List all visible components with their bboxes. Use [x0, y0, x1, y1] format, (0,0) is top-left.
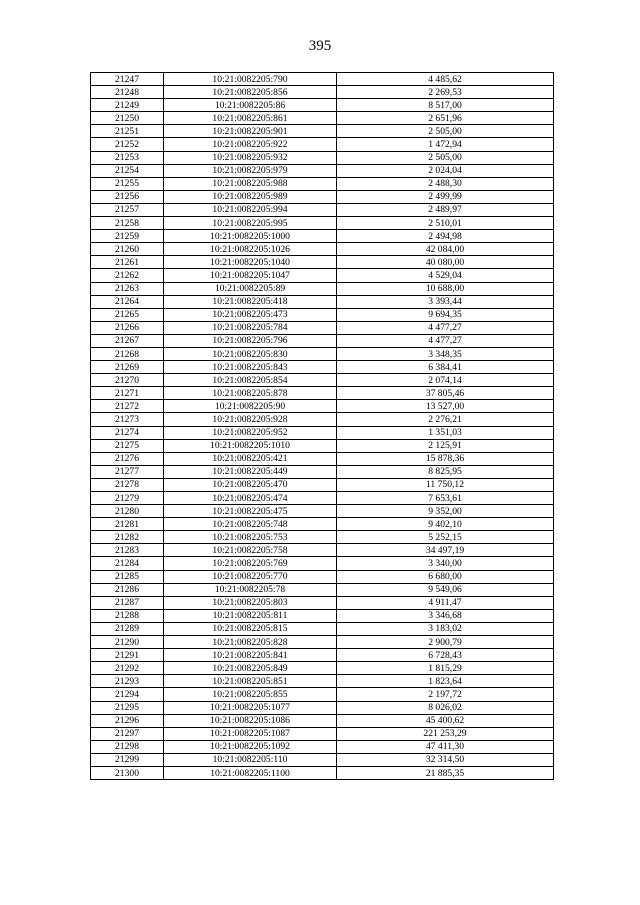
amount-cell: 4 529,04	[337, 269, 554, 282]
amount-cell: 1 815,29	[337, 662, 554, 675]
amount-cell: 3 183,02	[337, 622, 554, 635]
row-number-cell: 21290	[91, 636, 164, 649]
table-row	[91, 73, 554, 86]
amount-cell: 8 026,02	[337, 701, 554, 714]
amount-cell: 2 488,30	[337, 177, 554, 190]
table-row	[91, 714, 554, 727]
table-row	[91, 701, 554, 714]
cadastral-number-cell: 10:21:0082205:470	[164, 478, 337, 491]
cadastral-number-cell: 10:21:0082205:78	[164, 583, 337, 596]
cadastral-number-cell: 10:21:0082205:828	[164, 636, 337, 649]
cadastral-number-cell: 10:21:0082205:989	[164, 190, 337, 203]
amount-cell: 32 314,50	[337, 753, 554, 766]
amount-cell: 9 694,35	[337, 308, 554, 321]
cadastral-number-cell: 10:21:0082205:86	[164, 99, 337, 112]
table-row	[91, 321, 554, 334]
table-row	[91, 190, 554, 203]
table-row	[91, 243, 554, 256]
cadastral-number-cell: 10:21:0082205:1092	[164, 740, 337, 753]
row-number-cell: 21275	[91, 439, 164, 452]
cadastral-number-cell: 10:21:0082205:841	[164, 649, 337, 662]
row-number-cell: 21270	[91, 374, 164, 387]
cadastral-number-cell: 10:21:0082205:855	[164, 688, 337, 701]
table-row	[91, 439, 554, 452]
table-row	[91, 334, 554, 347]
row-number-cell: 21276	[91, 452, 164, 465]
table-row	[91, 544, 554, 557]
cadastral-number-cell: 10:21:0082205:474	[164, 492, 337, 505]
amount-cell: 1 472,94	[337, 138, 554, 151]
row-number-cell: 21247	[91, 73, 164, 86]
row-number-cell: 21250	[91, 112, 164, 125]
row-number-cell: 21278	[91, 478, 164, 491]
table-row	[91, 570, 554, 583]
row-number-cell: 21269	[91, 361, 164, 374]
amount-cell: 2 494,98	[337, 230, 554, 243]
row-number-cell: 21281	[91, 518, 164, 531]
cadastral-number-cell: 10:21:0082205:90	[164, 400, 337, 413]
row-number-cell: 21291	[91, 649, 164, 662]
table-row	[91, 347, 554, 360]
row-number-cell: 21292	[91, 662, 164, 675]
row-number-cell: 21294	[91, 688, 164, 701]
table-row	[91, 256, 554, 269]
row-number-cell: 21271	[91, 387, 164, 400]
cadastral-number-cell: 10:21:0082205:753	[164, 531, 337, 544]
cadastral-number-cell: 10:21:0082205:815	[164, 622, 337, 635]
table-row	[91, 426, 554, 439]
amount-cell: 2 074,14	[337, 374, 554, 387]
table-row	[91, 688, 554, 701]
amount-cell: 3 346,68	[337, 609, 554, 622]
cadastral-number-cell: 10:21:0082205:849	[164, 662, 337, 675]
cadastral-number-cell: 10:21:0082205:803	[164, 596, 337, 609]
cadastral-number-cell: 10:21:0082205:769	[164, 557, 337, 570]
table-row	[91, 387, 554, 400]
amount-cell: 37 805,46	[337, 387, 554, 400]
table-row	[91, 609, 554, 622]
amount-cell: 2 900,79	[337, 636, 554, 649]
table-row	[91, 125, 554, 138]
amount-cell: 1 351,03	[337, 426, 554, 439]
table-row	[91, 99, 554, 112]
cadastral-number-cell: 10:21:0082205:856	[164, 86, 337, 99]
cadastral-number-cell: 10:21:0082205:449	[164, 465, 337, 478]
cadastral-number-cell: 10:21:0082205:421	[164, 452, 337, 465]
row-number-cell: 21293	[91, 675, 164, 688]
table-row	[91, 177, 554, 190]
amount-cell: 21 885,35	[337, 766, 554, 779]
row-number-cell: 21259	[91, 230, 164, 243]
amount-cell: 4 485,62	[337, 73, 554, 86]
table-row	[91, 583, 554, 596]
table-row	[91, 164, 554, 177]
table-row	[91, 636, 554, 649]
row-number-cell: 21286	[91, 583, 164, 596]
amount-cell: 42 084,00	[337, 243, 554, 256]
cadastral-number-cell: 10:21:0082205:1077	[164, 701, 337, 714]
row-number-cell: 21260	[91, 243, 164, 256]
amount-cell: 2 499,99	[337, 190, 554, 203]
row-number-cell: 21279	[91, 492, 164, 505]
table-row	[91, 727, 554, 740]
cadastral-number-cell: 10:21:0082205:994	[164, 203, 337, 216]
cadastral-number-cell: 10:21:0082205:1087	[164, 727, 337, 740]
amount-cell: 2 024,04	[337, 164, 554, 177]
table-row	[91, 622, 554, 635]
cadastral-number-cell: 10:21:0082205:811	[164, 609, 337, 622]
row-number-cell: 21261	[91, 256, 164, 269]
amount-cell: 2 505,00	[337, 125, 554, 138]
cadastral-number-cell: 10:21:0082205:796	[164, 334, 337, 347]
cadastral-number-cell: 10:21:0082205:89	[164, 282, 337, 295]
table-row	[91, 557, 554, 570]
row-number-cell: 21295	[91, 701, 164, 714]
cadastral-number-cell: 10:21:0082205:770	[164, 570, 337, 583]
table-row	[91, 531, 554, 544]
amount-cell: 4 911,47	[337, 596, 554, 609]
row-number-cell: 21287	[91, 596, 164, 609]
row-number-cell: 21256	[91, 190, 164, 203]
amount-cell: 6 728,43	[337, 649, 554, 662]
table-row	[91, 753, 554, 766]
cadastral-number-cell: 10:21:0082205:901	[164, 125, 337, 138]
cadastral-number-cell: 10:21:0082205:851	[164, 675, 337, 688]
cadastral-number-cell: 10:21:0082205:1026	[164, 243, 337, 256]
row-number-cell: 21265	[91, 308, 164, 321]
cadastral-number-cell: 10:21:0082205:952	[164, 426, 337, 439]
row-number-cell: 21282	[91, 531, 164, 544]
row-number-cell: 21249	[91, 99, 164, 112]
table-row	[91, 518, 554, 531]
table-row	[91, 308, 554, 321]
row-number-cell: 21280	[91, 505, 164, 518]
table-row	[91, 766, 554, 779]
amount-cell: 8 825,95	[337, 465, 554, 478]
cadastral-number-cell: 10:21:0082205:861	[164, 112, 337, 125]
cadastral-number-cell: 10:21:0082205:748	[164, 518, 337, 531]
amount-cell: 6 384,41	[337, 361, 554, 374]
cadastral-number-cell: 10:21:0082205:922	[164, 138, 337, 151]
amount-cell: 9 549,06	[337, 583, 554, 596]
cadastral-number-cell: 10:21:0082205:1100	[164, 766, 337, 779]
table-row	[91, 675, 554, 688]
cadastral-number-cell: 10:21:0082205:475	[164, 505, 337, 518]
amount-cell: 2 505,00	[337, 151, 554, 164]
cadastral-number-cell: 10:21:0082205:784	[164, 321, 337, 334]
amount-cell: 10 688,00	[337, 282, 554, 295]
row-number-cell: 21268	[91, 347, 164, 360]
amount-cell: 2 125,91	[337, 439, 554, 452]
table-row	[91, 649, 554, 662]
amount-cell: 9 402,10	[337, 518, 554, 531]
row-number-cell: 21288	[91, 609, 164, 622]
table-row	[91, 492, 554, 505]
table-row	[91, 452, 554, 465]
row-number-cell: 21273	[91, 413, 164, 426]
registry-table	[90, 72, 554, 780]
amount-cell: 5 252,15	[337, 531, 554, 544]
cadastral-number-cell: 10:21:0082205:932	[164, 151, 337, 164]
row-number-cell: 21274	[91, 426, 164, 439]
amount-cell: 45 400,62	[337, 714, 554, 727]
amount-cell: 9 352,00	[337, 505, 554, 518]
cadastral-number-cell: 10:21:0082205:830	[164, 347, 337, 360]
row-number-cell: 21299	[91, 753, 164, 766]
amount-cell: 1 823,64	[337, 675, 554, 688]
amount-cell: 7 653,61	[337, 492, 554, 505]
cadastral-number-cell: 10:21:0082205:928	[164, 413, 337, 426]
table-row	[91, 478, 554, 491]
table-row	[91, 400, 554, 413]
row-number-cell: 21252	[91, 138, 164, 151]
amount-cell: 2 651,96	[337, 112, 554, 125]
amount-cell: 40 080,00	[337, 256, 554, 269]
amount-cell: 34 497,19	[337, 544, 554, 557]
row-number-cell: 21283	[91, 544, 164, 557]
table-row	[91, 413, 554, 426]
row-number-cell: 21258	[91, 217, 164, 230]
amount-cell: 6 680,00	[337, 570, 554, 583]
cadastral-number-cell: 10:21:0082205:995	[164, 217, 337, 230]
row-number-cell: 21289	[91, 622, 164, 635]
row-number-cell: 21277	[91, 465, 164, 478]
table-row	[91, 465, 554, 478]
row-number-cell: 21285	[91, 570, 164, 583]
registry-table-body	[91, 73, 554, 780]
cadastral-number-cell: 10:21:0082205:1000	[164, 230, 337, 243]
table-row	[91, 505, 554, 518]
amount-cell: 3 348,35	[337, 347, 554, 360]
table-row	[91, 374, 554, 387]
table-row	[91, 282, 554, 295]
row-number-cell: 21297	[91, 727, 164, 740]
amount-cell: 15 878,36	[337, 452, 554, 465]
row-number-cell: 21272	[91, 400, 164, 413]
amount-cell: 8 517,00	[337, 99, 554, 112]
amount-cell: 221 253,29	[337, 727, 554, 740]
amount-cell: 2 269,53	[337, 86, 554, 99]
cadastral-number-cell: 10:21:0082205:1040	[164, 256, 337, 269]
table-row	[91, 203, 554, 216]
table-row	[91, 269, 554, 282]
row-number-cell: 21257	[91, 203, 164, 216]
amount-cell: 11 750,12	[337, 478, 554, 491]
table-row	[91, 596, 554, 609]
cadastral-number-cell: 10:21:0082205:1047	[164, 269, 337, 282]
amount-cell: 2 197,72	[337, 688, 554, 701]
amount-cell: 13 527,00	[337, 400, 554, 413]
row-number-cell: 21296	[91, 714, 164, 727]
table-row	[91, 151, 554, 164]
amount-cell: 4 477,27	[337, 334, 554, 347]
amount-cell: 3 393,44	[337, 295, 554, 308]
row-number-cell: 21267	[91, 334, 164, 347]
row-number-cell: 21262	[91, 269, 164, 282]
cadastral-number-cell: 10:21:0082205:979	[164, 164, 337, 177]
row-number-cell: 21264	[91, 295, 164, 308]
cadastral-number-cell: 10:21:0082205:878	[164, 387, 337, 400]
table-row	[91, 217, 554, 230]
row-number-cell: 21284	[91, 557, 164, 570]
amount-cell: 47 411,30	[337, 740, 554, 753]
table-row	[91, 740, 554, 753]
table-row	[91, 138, 554, 151]
amount-cell: 3 340,00	[337, 557, 554, 570]
row-number-cell: 21298	[91, 740, 164, 753]
amount-cell: 2 489,97	[337, 203, 554, 216]
table-row	[91, 295, 554, 308]
row-number-cell: 21300	[91, 766, 164, 779]
table-row	[91, 86, 554, 99]
table-row	[91, 361, 554, 374]
cadastral-number-cell: 10:21:0082205:854	[164, 374, 337, 387]
row-number-cell: 21251	[91, 125, 164, 138]
cadastral-number-cell: 10:21:0082205:418	[164, 295, 337, 308]
row-number-cell: 21253	[91, 151, 164, 164]
amount-cell: 4 477,27	[337, 321, 554, 334]
table-row	[91, 230, 554, 243]
row-number-cell: 21248	[91, 86, 164, 99]
cadastral-number-cell: 10:21:0082205:1010	[164, 439, 337, 452]
row-number-cell: 21266	[91, 321, 164, 334]
row-number-cell: 21254	[91, 164, 164, 177]
cadastral-number-cell: 10:21:0082205:110	[164, 753, 337, 766]
cadastral-number-cell: 10:21:0082205:1086	[164, 714, 337, 727]
page-number: 395	[308, 38, 332, 54]
amount-cell: 2 276,21	[337, 413, 554, 426]
table-row	[91, 112, 554, 125]
table-row	[91, 662, 554, 675]
cadastral-number-cell: 10:21:0082205:473	[164, 308, 337, 321]
amount-cell: 2 510,01	[337, 217, 554, 230]
row-number-cell: 21263	[91, 282, 164, 295]
row-number-cell: 21255	[91, 177, 164, 190]
cadastral-number-cell: 10:21:0082205:843	[164, 361, 337, 374]
cadastral-number-cell: 10:21:0082205:988	[164, 177, 337, 190]
cadastral-number-cell: 10:21:0082205:758	[164, 544, 337, 557]
cadastral-number-cell: 10:21:0082205:790	[164, 73, 337, 86]
